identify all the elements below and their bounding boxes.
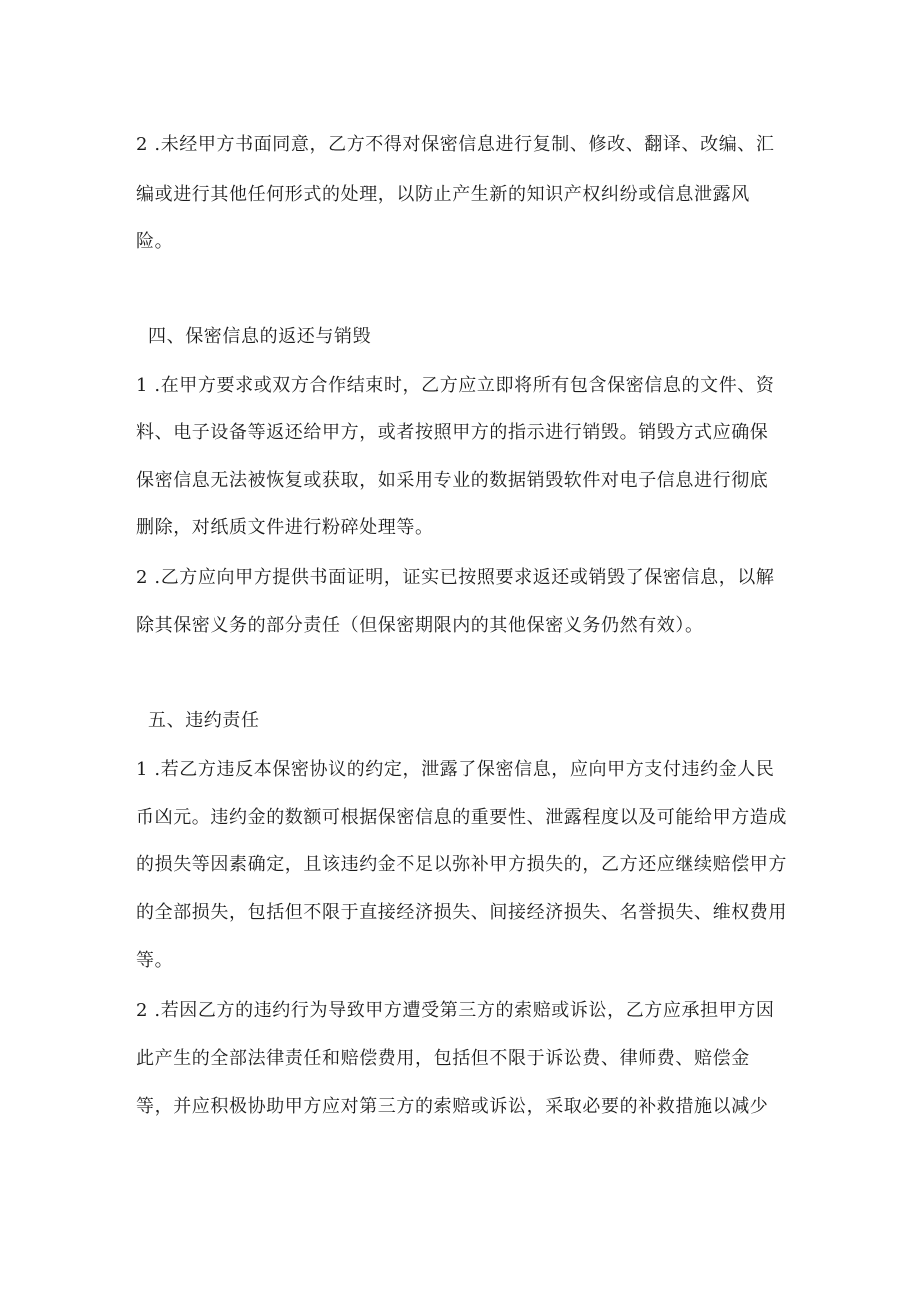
text-line: 编或进行其他任何形式的处理，以防止产生新的知识产权纠纷或信息泄露风 (136, 184, 750, 205)
section-heading: 五、违约责任 (148, 710, 260, 731)
text-line: 1 .若乙方违反本保密协议的约定，泄露了保密信息，应向甲方支付违约金人民 (136, 759, 775, 780)
text-line: 删除，对纸质文件进行粉碎处理等。 (136, 517, 434, 538)
text-line: 2 .若因乙方的违约行为导致甲方遭受第三方的索赔或诉讼，乙方应承担甲方因 (136, 1000, 775, 1021)
text-line: 等。 (136, 950, 174, 971)
text-line: 料、电子设备等返还给甲方，或者按照甲方的指示进行销毁。销毁方式应确保 (136, 422, 769, 443)
text-line: 的损失等因素确定，且该违约金不足以弥补甲方损失的，乙方还应继续赔偿甲方 (136, 854, 787, 875)
text-line: 2 .乙方应向甲方提供书面证明，证实已按照要求返还或销毁了保密信息，以解 (136, 567, 775, 588)
text-line: 1 .在甲方要求或双方合作结束时，乙方应立即将所有包含保密信息的文件、资 (136, 375, 775, 396)
text-line: 此产生的全部法律责任和赔偿费用，包括但不限于诉讼费、律师费、赔偿金 (136, 1048, 750, 1069)
text-line: 除其保密义务的部分责任（但保密期限内的其他保密义务仍然有效）。 (136, 615, 704, 636)
text-line: 等，并应积极协助甲方应对第三方的索赔或诉讼，采取必要的补救措施以减少 (136, 1096, 769, 1117)
text-line: 险。 (136, 231, 174, 252)
text-line: 的全部损失，包括但不限于直接经济损失、间接经济损失、名誉损失、维权费用 (136, 902, 787, 923)
text-line: 币凶元。违约金的数额可根据保密信息的重要性、泄露程度以及可能给甲方造成 (136, 807, 787, 828)
section-heading: 四、保密信息的返还与销毁 (148, 326, 372, 347)
text-line: 保密信息无法被恢复或获取，如采用专业的数据销毁软件对电子信息进行彻底 (136, 470, 769, 491)
text-line: 2 .未经甲方书面同意，乙方不得对保密信息进行复制、修改、翻译、改编、汇 (136, 134, 775, 155)
